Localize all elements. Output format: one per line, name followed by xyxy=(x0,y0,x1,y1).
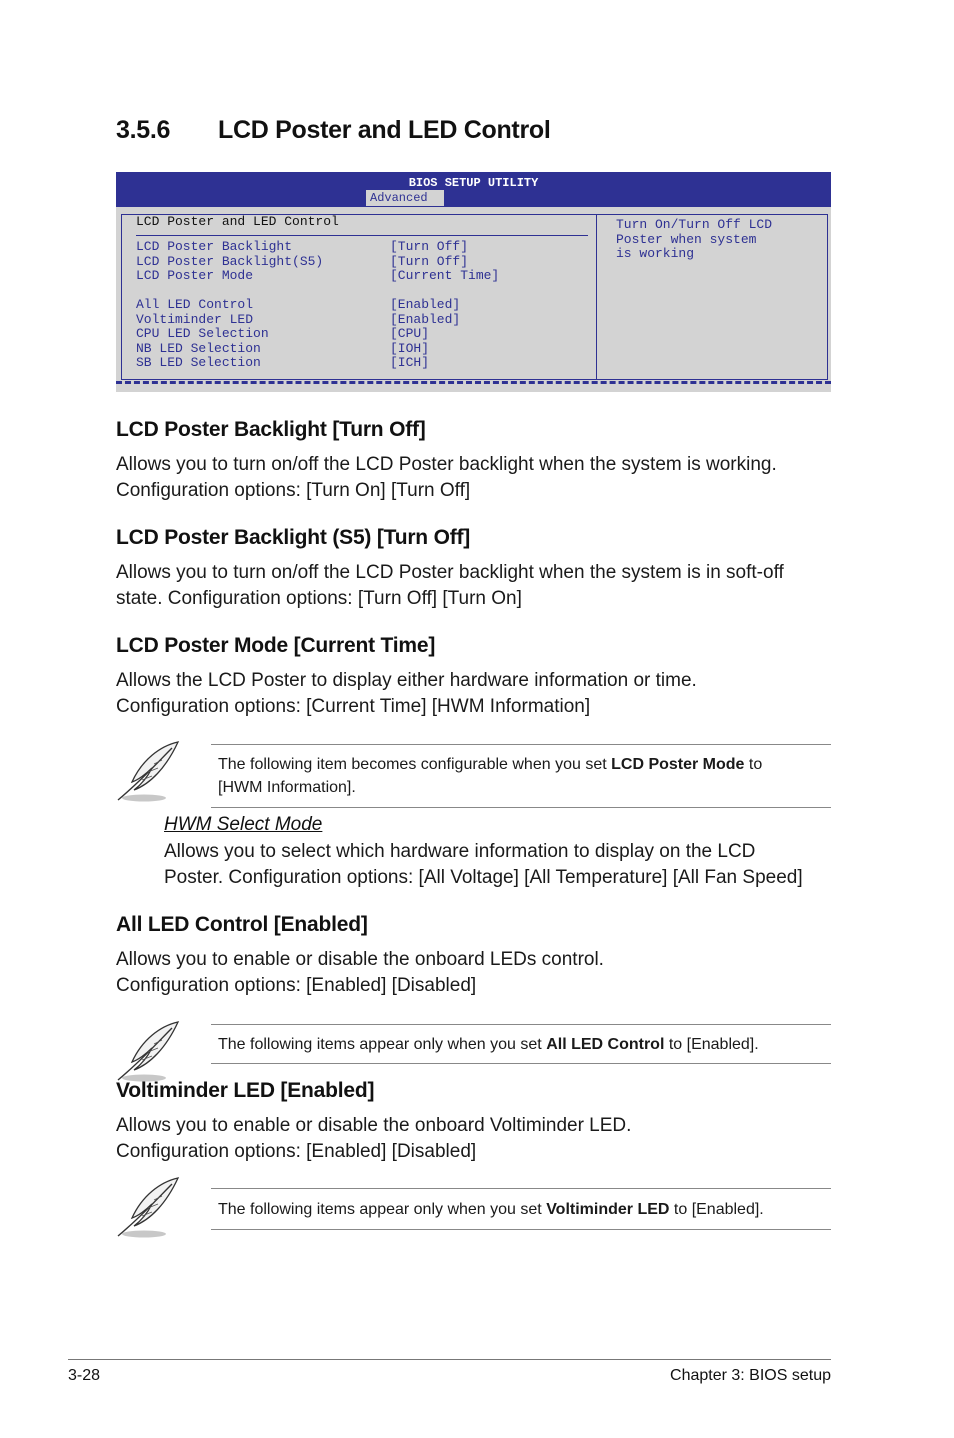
bios-panel-heading: LCD Poster and LED Control xyxy=(136,214,339,229)
bios-option-label[interactable]: LCD Poster Mode xyxy=(136,268,254,283)
bios-help-text xyxy=(616,218,772,262)
bios-option-value[interactable]: [Enabled] xyxy=(390,311,461,327)
note-bold-term: All LED Control xyxy=(546,1036,665,1053)
item-heading: LCD Poster Mode [Current Time] xyxy=(116,634,436,657)
description-line: Allows you to select which hardware information to display on the LCD xyxy=(164,841,756,862)
bios-help-line: Turn On/Turn Off LCD xyxy=(616,217,773,232)
note-text-part: The following items appear only when you set xyxy=(218,1201,547,1218)
description-line: Configuration options: [Turn On] [Turn Off] xyxy=(116,480,471,501)
note-bold-term: Voltiminder LED xyxy=(546,1201,670,1218)
bios-option-value[interactable]: [IOH] xyxy=(390,340,430,356)
note-text xyxy=(218,753,762,799)
item-heading: All LED Control [Enabled] xyxy=(116,913,368,936)
description-line: Configuration options: [Current Time] [HWM Information] xyxy=(116,696,591,717)
note-bold-term: LCD Poster Mode xyxy=(611,756,745,773)
note-text-part: The following item becomes configurable when you set xyxy=(218,756,612,773)
description-line: Allows you to turn on/off the LCD Poster backlight when the system is working. xyxy=(116,454,777,475)
item-description xyxy=(116,947,604,999)
bios-option-value[interactable]: [Turn Off] xyxy=(390,239,469,254)
item-heading: LCD Poster Backlight [Turn Off] xyxy=(116,418,426,441)
item-heading: LCD Poster Backlight (S5) [Turn Off] xyxy=(116,526,471,549)
note-text xyxy=(218,1033,759,1056)
bios-help-line: is working xyxy=(616,246,695,261)
section-title xyxy=(116,116,550,145)
item-description xyxy=(116,452,777,504)
bios-title: BIOS SETUP UTILITY xyxy=(408,176,539,190)
bios-dashed-border xyxy=(116,381,831,384)
description-line: Allows you to enable or disable the onboard LEDs control. xyxy=(116,949,604,970)
bios-option-label[interactable]: SB LED Selection xyxy=(136,355,261,370)
hwm-description xyxy=(164,839,803,891)
note-text-part: to [Enabled]. xyxy=(664,1036,759,1053)
bios-option-label[interactable]: LCD Poster Backlight xyxy=(136,239,293,254)
chapter-label: Chapter 3: BIOS setup xyxy=(670,1367,831,1384)
description-line: state. Configuration options: [Turn Off] [Turn On] xyxy=(116,588,522,609)
note-rule xyxy=(211,807,831,808)
note-rule xyxy=(211,1024,831,1025)
bios-option-value[interactable]: [Current Time] xyxy=(390,268,500,283)
description-line: Poster. Configuration options: [All Voltage] [All Temperature] [All Fan Speed] xyxy=(164,867,803,888)
bios-help-panel xyxy=(596,214,828,380)
bios-option-value[interactable]: [Turn Off] xyxy=(390,253,469,269)
item-description xyxy=(116,1113,631,1165)
description-line: Allows the LCD Poster to display either hardware information or time. xyxy=(116,670,697,691)
footer-rule xyxy=(68,1359,831,1360)
bios-option-label[interactable]: CPU LED Selection xyxy=(136,326,269,341)
bios-help-line: Poster when system xyxy=(616,231,757,247)
item-heading: Voltiminder LED [Enabled] xyxy=(116,1079,375,1102)
note-text-part: [HWM Information]. xyxy=(218,779,356,796)
description-line: Configuration options: [Enabled] [Disabled] xyxy=(116,975,477,996)
note-rule xyxy=(211,1229,831,1230)
note-rule xyxy=(211,744,831,745)
note-text xyxy=(218,1198,764,1221)
bios-separator xyxy=(136,235,588,236)
quill-pen-icon xyxy=(112,1176,184,1242)
description-line: Configuration options: [Enabled] [Disabled] xyxy=(116,1141,477,1162)
note-text-part: to [Enabled]. xyxy=(669,1201,764,1218)
item-description xyxy=(116,668,697,720)
bios-options-panel xyxy=(121,214,597,380)
page-number: 3-28 xyxy=(68,1367,101,1384)
description-line: Allows you to turn on/off the LCD Poster backlight when the system is in soft-off xyxy=(116,562,784,583)
note-rule xyxy=(211,1188,831,1189)
note-text-part: to xyxy=(744,756,763,773)
note-rule xyxy=(211,1063,831,1064)
bios-tab-advanced[interactable]: Advanced xyxy=(366,190,444,206)
bios-option-value[interactable]: [Enabled] xyxy=(390,297,461,312)
quill-pen-icon xyxy=(112,1020,184,1086)
note-text-part: The following items appear only when you set xyxy=(218,1036,547,1053)
bios-option-value[interactable]: [CPU] xyxy=(390,326,430,341)
bios-option-label[interactable]: LCD Poster Backlight(S5) xyxy=(136,253,324,269)
description-line: Allows you to enable or disable the onboard Voltiminder LED. xyxy=(116,1115,632,1136)
section-number: 3.5.6 xyxy=(116,116,171,144)
bios-screen xyxy=(116,172,831,392)
bios-option-label[interactable]: NB LED Selection xyxy=(136,340,261,356)
bios-option-label[interactable]: Voltiminder LED xyxy=(136,311,254,327)
item-description xyxy=(116,560,784,612)
quill-pen-icon xyxy=(112,740,184,806)
hwm-select-mode-title: HWM Select Mode xyxy=(164,814,323,835)
section-title-text: LCD Poster and LED Control xyxy=(218,116,551,144)
bios-option-value[interactable]: [ICH] xyxy=(390,355,430,370)
bios-option-label[interactable]: All LED Control xyxy=(136,297,254,312)
